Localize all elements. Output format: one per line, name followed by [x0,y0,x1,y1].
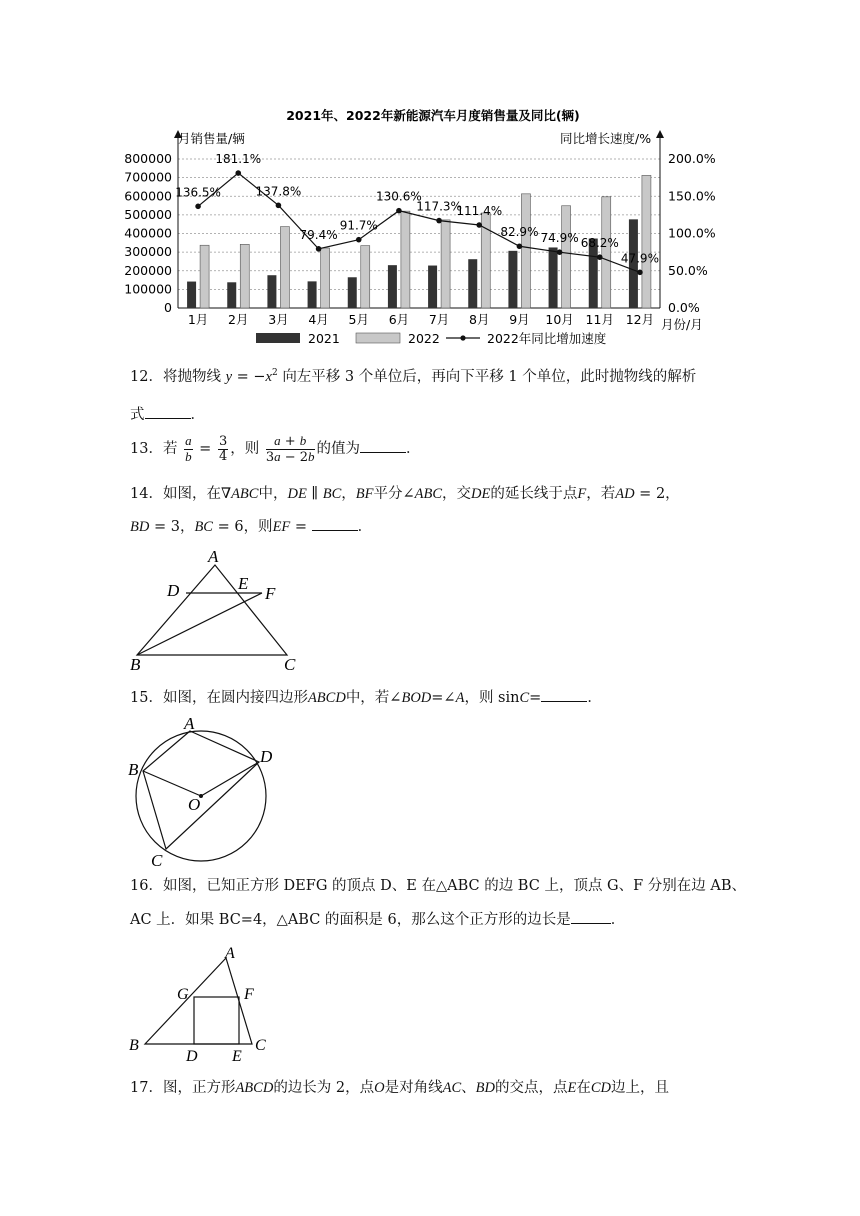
growth-point [637,270,643,276]
y2-tick-label: 200.0% [668,151,716,166]
figure-16 [125,940,275,1065]
growth-point [316,246,322,252]
data-label: 47.9% [620,251,659,266]
data-label: 111.4% [456,204,503,219]
bar-2022 [200,245,209,308]
question-12: 12．将抛物线 $y = -x^2$ 向左平移 3 个单位后，再向下平移 1 个单位，此时抛物线的解析 [130,368,697,385]
y-tick-label: 100000 [124,281,172,297]
figure-14 [125,540,315,675]
x-tick-label: 11月 [585,312,614,327]
y2-tick-label: 100.0% [668,225,716,241]
data-label: 117.3% [416,199,462,214]
bar-2022 [521,194,530,308]
fraction-3-4: $\frac{3}{4}$ [218,434,228,464]
data-label: 68.2% [580,236,619,251]
label-A: A [225,945,235,962]
data-label: 181.1% [215,152,262,167]
label-B: B [129,1037,139,1054]
growth-point [476,222,482,228]
y2-tick-label: 150.0% [668,188,716,204]
label-A: A [208,547,219,566]
label-D: D [186,1048,198,1065]
bar-2021 [348,277,357,308]
x-tick-label: 7月 [428,312,450,327]
bar-2022 [361,246,370,308]
bar-2022 [280,227,289,308]
y-tick-label: 0 [164,300,172,315]
question-12-line2: 式 ． [130,407,205,423]
x-tick-label: 3月 [268,312,289,327]
fraction-a-b: $\frac{a}{b}$ [185,433,192,464]
y-tick-label: 500000 [124,206,172,222]
bar-2021 [468,259,477,308]
bar-2022 [321,248,330,308]
y-tick-label: 200000 [124,262,172,278]
bar-2021 [428,266,437,308]
legend-swatch-2022 [356,333,400,343]
y-tick-label: 600000 [124,188,172,204]
question-15: 15．如图，在圆内接四边形ABCD中，若∠BOD=∠A，则 sinC= ． [130,690,602,706]
growth-point [235,170,241,176]
bar-2022 [240,244,249,308]
label-E: E [232,1048,242,1065]
y-tick-label: 300000 [124,244,172,260]
bar-2021 [227,282,236,308]
legend-label-2021: 2021 [308,331,340,346]
label-G: G [177,986,189,1003]
legend-label-growth: 2022年同比增加速度 [487,331,607,346]
data-label: 91.7% [339,218,378,233]
y-axis-label: 月销售量/辆 [178,131,245,146]
data-label: 130.6% [376,189,422,204]
legend-swatch-point [460,335,465,340]
x-tick-label: 2月 [228,312,249,327]
x-tick-label: 9月 [509,312,530,327]
data-label: 136.5% [175,185,221,200]
bar-2022 [441,220,450,308]
label-B: B [130,655,141,674]
answer-blank[interactable] [571,923,611,924]
y-tick-label: 800000 [124,151,172,166]
label-D: D [167,581,180,600]
label-D: D [260,747,273,766]
bar-2021 [267,275,276,308]
growth-point [396,208,402,214]
y2-axis-label: 同比增长速度/% [560,131,652,146]
fraction-expression: $\frac{a + b}{3a - 2b}$ [265,433,315,465]
question-17: 17．图，正方形ABCD的边长为 2，点O是对角线AC、BD的交点，点E在CD边上，且 [130,1080,670,1096]
parabola-formula: y [225,368,232,385]
label-O: O [188,795,201,814]
x-tick-label: 1月 [187,312,209,327]
x-tick-label: 6月 [388,312,410,327]
question-16: 16．如图，已知正方形 DEFG 的顶点 D、E 在△ABC 的边 BC 上，顶点 G、F 分别在边 AB、 [130,878,747,894]
answer-blank[interactable] [541,701,587,702]
x-tick-label: 4月 [308,312,329,327]
label-B: B [128,760,139,779]
label-F: F [244,986,254,1003]
x-unit-label: 月份/月 [661,317,703,332]
growth-point [276,203,282,209]
y-tick-label: 400000 [124,225,172,241]
bar-2021 [549,247,558,308]
growth-point [436,218,442,224]
answer-blank[interactable] [312,530,358,531]
growth-point [557,249,563,255]
question-13: 13．若 $\frac{a}{b}$ = $\frac{3}{4}$ ，则 $\frac{a + b}{3a - 2b}$ 的值为 ． [130,433,421,465]
label-C: C [151,851,163,870]
data-label: 79.4% [299,227,338,242]
chart-title: 2021年、2022年新能源汽车月度销售量及同比(辆) [286,108,580,123]
growth-point [597,254,603,260]
bar-2021 [308,281,317,308]
label-A: A [184,714,195,733]
growth-point [356,237,362,243]
label-E: E [238,574,249,593]
growth-point [517,243,523,249]
legend-swatch-2021 [256,333,300,343]
y2-axis-arrow [656,130,664,138]
x-tick-label: 12月 [625,312,655,327]
x-tick-label: 10月 [545,312,574,327]
x-tick-label: 8月 [469,312,490,327]
y2-tick-label: 50.0% [668,262,708,278]
answer-blank[interactable] [360,452,406,453]
question-14-line2: BD = 3，BC = 6，则EF = ． [130,519,373,535]
y-tick-label: 700000 [124,169,172,185]
question-16-line2: AC 上．如果 BC=4，△ABC 的面积是 6，那么这个正方形的边长是 ． [130,912,626,928]
data-label: 74.9% [540,231,579,246]
bar-2022 [642,175,651,308]
figure-15 [125,712,285,872]
x-tick-label: 5月 [348,312,369,327]
label-F: F [265,584,276,603]
label-C: C [284,655,296,674]
sales-chart [0,0,860,360]
growth-point [195,204,201,210]
answer-blank[interactable] [145,418,191,419]
data-label: 82.9% [500,225,539,240]
bar-2022 [401,211,410,308]
question-14: 14．如图，在∇ABC中，DE ∥ BC，BF平分∠ABC，交DE的延长线于点F，若AD = 2， [130,486,680,502]
bar-2021 [187,282,196,308]
bar-2022 [562,206,571,308]
y2-tick-label: 0.0% [668,300,700,315]
bar-2022 [602,197,611,308]
legend-label-2022: 2022 [408,331,440,346]
data-label: 137.8% [255,184,302,199]
bar-2021 [388,265,397,308]
bar-2021 [508,251,517,308]
label-C: C [255,1037,266,1054]
